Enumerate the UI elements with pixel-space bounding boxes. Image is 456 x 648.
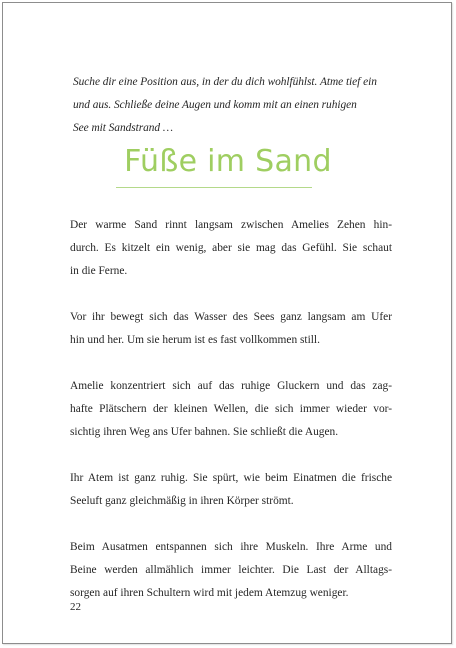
- intro-line: Suche dir eine Position aus, in der du dich wohlfühlst. Atme tief ein: [73, 76, 377, 88]
- title-underline: [116, 187, 312, 188]
- text-line: Der warme Sand rinnt langsam zwischen Amelies Zehen hin-: [70, 219, 392, 231]
- text-line: durch. Es kitzelt ein wenig, aber sie mag das Gefühl. Sie schaut: [70, 242, 392, 254]
- text-line: Beine werden allmählich immer leichter. Die Last der Alltags-: [70, 564, 392, 576]
- text-line: Beim Ausatmen entspannen sich ihre Muskeln. Ihre Arme und: [70, 541, 392, 553]
- text-line: Seeluft ganz gleichmäßig in ihren Körper strömt.: [70, 495, 294, 507]
- paragraph: [70, 375, 392, 444]
- paragraph: [70, 536, 392, 605]
- intro-line: und aus. Schließe deine Augen und komm mit an einen ruhigen: [73, 99, 357, 111]
- paragraph: [70, 306, 392, 352]
- paragraph: [70, 214, 392, 283]
- chapter-title: Füße im Sand: [124, 144, 332, 179]
- page-number: 22: [70, 601, 81, 613]
- text-line: sorgen auf ihren Schultern wird mit jedem Atemzug weniger.: [70, 587, 349, 599]
- paragraph: [70, 467, 392, 513]
- text-line: Vor ihr bewegt sich das Wasser des Sees ganz langsam am Ufer: [70, 311, 392, 323]
- story-text: [70, 214, 392, 628]
- text-line: sichtig ihren Weg ans Ufer bahnen. Sie schließt die Augen.: [70, 426, 339, 438]
- intro-line: See mit Sandstrand …: [73, 122, 173, 134]
- text-line: in die Ferne.: [70, 265, 128, 277]
- text-line: Ihr Atem ist ganz ruhig. Sie spürt, wie beim Einatmen die frische: [70, 472, 392, 484]
- intro-text: [73, 71, 393, 140]
- text-line: Amelie konzentriert sich auf das ruhige Gluckern und das zag-: [70, 380, 392, 392]
- text-line: hafte Plätschern der kleinen Wellen, die sich immer wieder vor-: [70, 403, 392, 415]
- text-line: hin und her. Um sie herum ist es fast vollkommen still.: [70, 334, 320, 346]
